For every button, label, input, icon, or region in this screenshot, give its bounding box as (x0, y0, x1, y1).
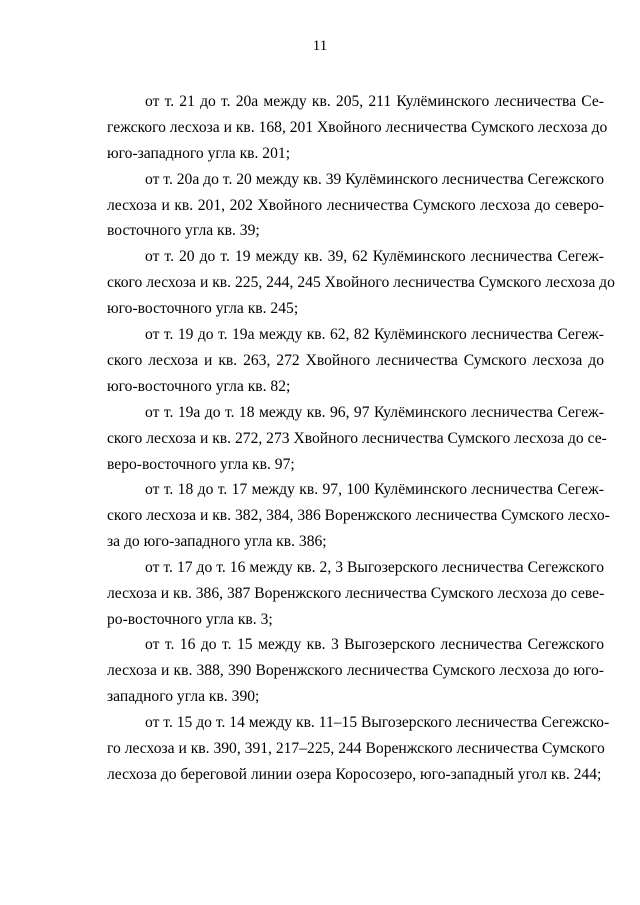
paragraph-line: ского лесхоза и кв. 382, 384, 386 Воренжского лесничества Сумского лесхо- (107, 507, 610, 524)
paragraph-line: лесхоза и кв. 201, 202 Хвойного лесничества Сумского лесхоза до северо- (107, 197, 604, 214)
paragraph-line: от т. 16 до т. 15 между кв. 3 Выгозерского лесничества Сегежского (145, 636, 604, 653)
paragraph-line: ского лесхоза и кв. 272, 273 Хвойного лесничества Сумского лесхоза до се- (107, 430, 607, 447)
paragraph-line: восточного угла кв. 39; (107, 222, 260, 239)
paragraph-line: лесхоза до береговой линии озера Коросозеро, юго-западный угол кв. 244; (107, 766, 602, 783)
paragraph-line: от т. 19а до т. 18 между кв. 96, 97 Кулёминского лесничества Сегеж- (145, 404, 604, 421)
paragraph-line: юго-западного угла кв. 201; (107, 145, 291, 162)
paragraph-line: юго-восточного угла кв. 82; (107, 378, 291, 395)
paragraph-line: от т. 20 до т. 19 между кв. 39, 62 Кулёминского лесничества Сегеж- (145, 248, 604, 265)
paragraph-line: ского лесхоза и кв. 263, 272 Хвойного лесничества Сумского лесхоза до (107, 352, 604, 369)
paragraph-line: ского лесхоза и кв. 225, 244, 245 Хвойного лесничества Сумского лесхоза до (107, 274, 615, 291)
paragraph-line: от т. 18 до т. 17 между кв. 97, 100 Кулёминского лесничества Сегеж- (145, 481, 604, 498)
paragraph-line: западного угла кв. 390; (107, 688, 260, 705)
page-number: 11 (312, 38, 328, 54)
paragraph-line: гежского лесхоза и кв. 168, 201 Хвойного лесничества Сумского лесхоза до (107, 119, 608, 136)
paragraph-line: от т. 17 до т. 16 между кв. 2, 3 Выгозерского лесничества Сегежского (145, 559, 604, 576)
paragraph-line: от т. 20а до т. 20 между кв. 39 Кулёминского лесничества Сегежского (145, 171, 604, 188)
paragraph-line: от т. 21 до т. 20а между кв. 205, 211 Кулёминского лесничества Се- (145, 93, 604, 110)
paragraph-line: лесхоза и кв. 386, 387 Воренжского лесничества Сумского лесхоза до севе- (107, 585, 605, 602)
paragraph-line: лесхоза и кв. 388, 390 Воренжского лесничества Сумского лесхоза до юго- (107, 662, 604, 679)
paragraph-line: от т. 19 до т. 19а между кв. 62, 82 Кулёминского лесничества Сегеж- (145, 326, 604, 343)
paragraph-line: юго-восточного угла кв. 245; (107, 300, 299, 317)
paragraph-line: веро-восточного угла кв. 97; (107, 456, 295, 473)
paragraph-line: го лесхоза и кв. 390, 391, 217–225, 244 Воренжского лесничества Сумского (107, 740, 605, 757)
paragraph-line: за до юго-западного угла кв. 386; (107, 533, 327, 550)
paragraph-line: ро-восточного угла кв. 3; (107, 611, 273, 628)
paragraph-line: от т. 15 до т. 14 между кв. 11–15 Выгозерского лесничества Сегежско- (145, 714, 610, 731)
